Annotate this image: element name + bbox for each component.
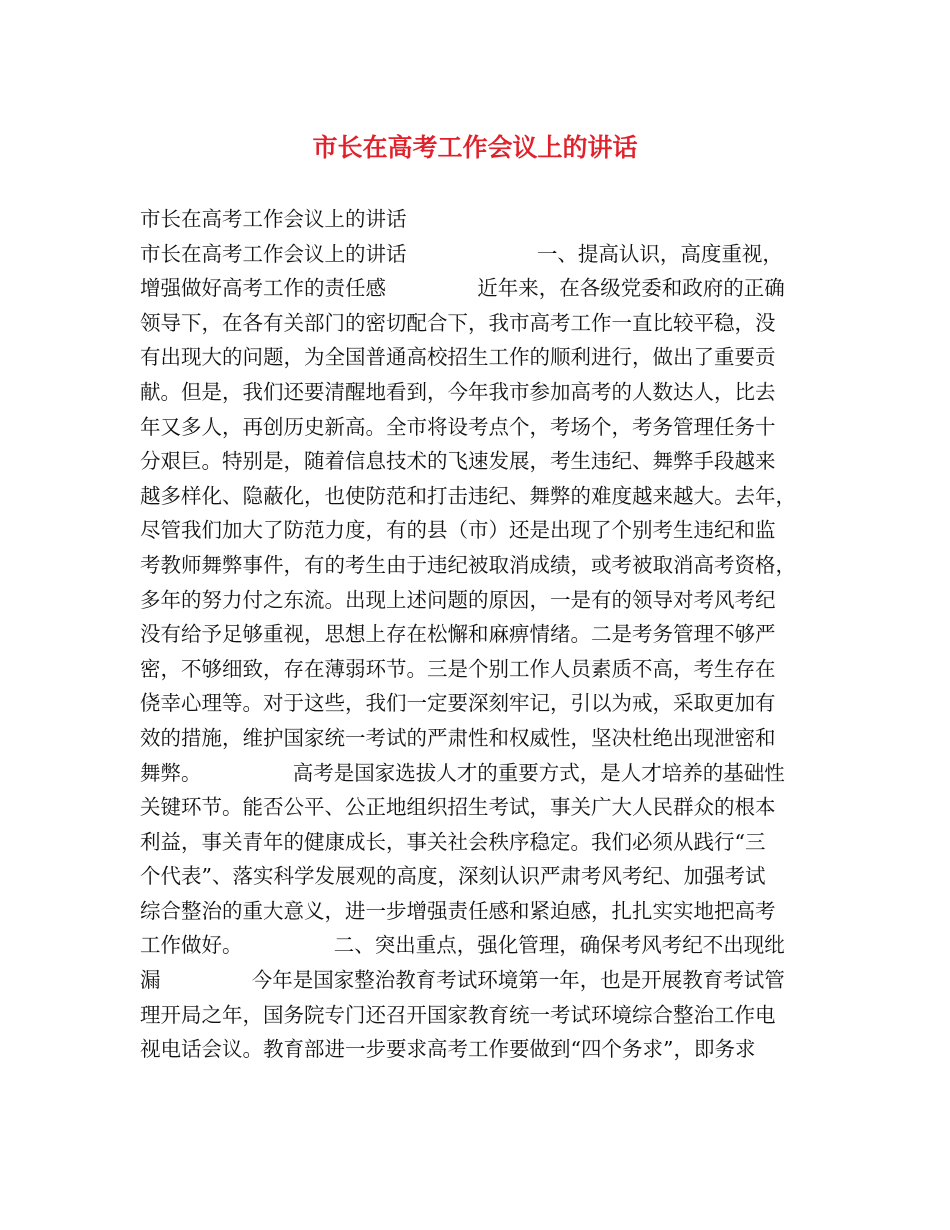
body-line: 综合整治的重大意义，进一步增强责任感和紧迫感，扎扎实实地把高考 (140, 898, 776, 923)
body-line: 侥幸心理等。对于这些，我们一定要深刻牢记，引以为戒，采取更加有 (140, 691, 776, 716)
body-line: 视电话会议。教育部进一步要求高考工作要做到“四个务求”，即务求 (140, 1037, 756, 1062)
body-line: 舞弊。 高考是国家选拔人才的重要方式，是人才培养的基础性 (140, 760, 785, 785)
document-body (140, 202, 828, 1067)
body-line: 领导下，在各有关部门的密切配合下，我市高考工作一直比较平稳，没 (140, 310, 776, 335)
body-line: 分艰巨。特别是，随着信息技术的飞速发展，考生违纪、舞弊手段越来 (140, 449, 776, 474)
body-line: 尽管我们加大了防范力度，有的县（市）还是出现了个别考生违纪和监 (140, 518, 776, 543)
body-line: 多年的努力付之东流。出现上述问题的原因，一是有的领导对考风考纪 (140, 587, 776, 612)
body-line: 增强做好高考工作的责任感 近年来，在各级党委和政府的正确 (140, 276, 785, 301)
body-line: 工作做好。 二、突出重点，强化管理，确保考风考纪不出现纰 (140, 933, 785, 958)
body-line: 关键环节。能否公平、公正地组织招生考试，事关广大人民群众的根本 (140, 795, 776, 820)
body-line: 市长在高考工作会议上的讲话 (140, 207, 407, 231)
body-line: 有出现大的问题，为全国普通高校招生工作的顺利进行，做出了重要贡 (140, 345, 776, 370)
body-line: 密，不够细致，存在薄弱环节。三是个别工作人员素质不高，考生存在 (140, 656, 776, 681)
body-line: 利益，事关青年的健康成长，事关社会秩序稳定。我们必须从践行“三 (140, 829, 766, 854)
body-line: 年又多人，再创历史新高。全市将设考点个，考场个，考务管理任务十 (140, 414, 776, 439)
body-line: 理开局之年，国务院专门还召开国家教育统一考试环境综合整治工作电 (140, 1002, 776, 1027)
body-line: 献。但是，我们还要清醒地看到，今年我市参加高考的人数达人，比去 (140, 379, 776, 404)
body-line: 没有给予足够重视，思想上存在松懈和麻痹情绪。二是考务管理不够严 (140, 622, 776, 647)
body-line: 个代表”、落实科学发展观的高度，深刻认识严肃考风考纪、加强考试 (140, 864, 766, 889)
body-line: 效的措施，维护国家统一考试的严肃性和权威性，坚决杜绝出现泄密和 (140, 725, 776, 750)
body-line: 越多样化、隐蔽化，也使防范和打击违纪、舞弊的难度越来越大。去年， (140, 483, 796, 508)
body-line: 市长在高考工作会议上的讲话 一、提高认识，高度重视， (140, 241, 783, 266)
document-title: 市长在高考工作会议上的讲话 (312, 133, 638, 162)
body-line: 漏 今年是国家整治教育考试环境第一年，也是开展教育考试管 (140, 968, 785, 993)
body-line: 考教师舞弊事件，有的考生由于违纪被取消成绩，或考被取消高考资格， (140, 552, 796, 577)
